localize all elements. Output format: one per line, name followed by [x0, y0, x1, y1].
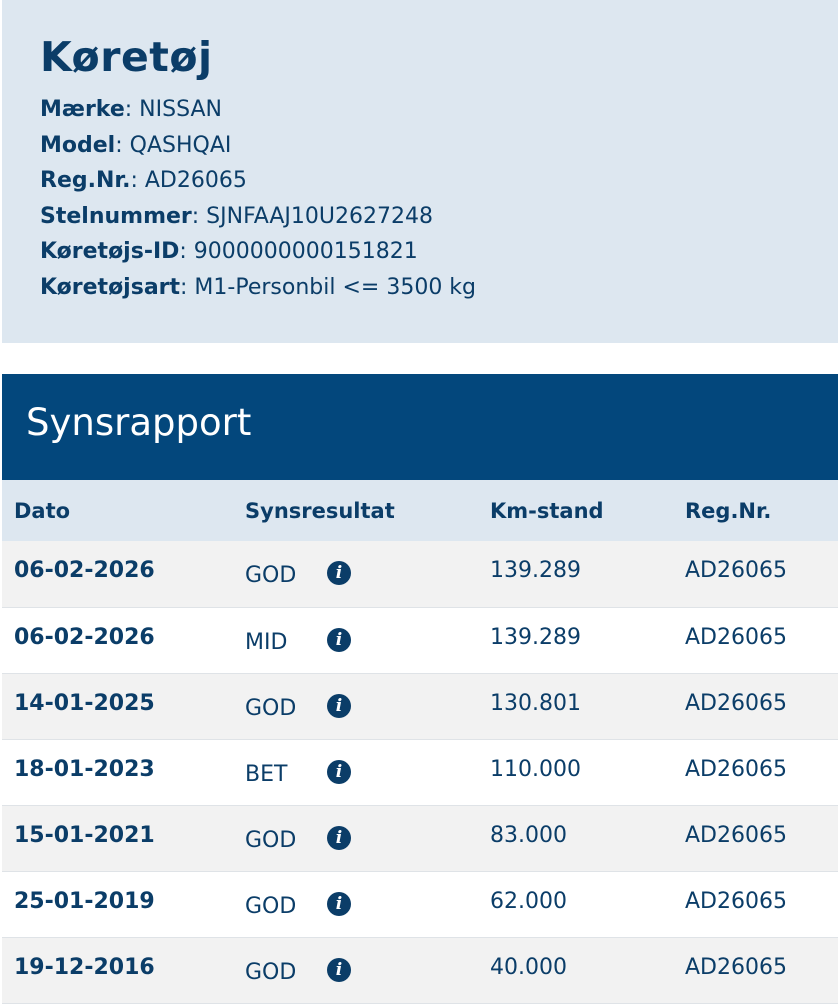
vehicle-make-label: Mærke [40, 97, 125, 122]
row-date: 14-01-2025 [14, 690, 155, 716]
vehicle-vin-row [40, 199, 838, 235]
vehicle-model-value: : QASHQAI [115, 132, 232, 158]
row-result: BET [245, 761, 288, 787]
row-date: 15-01-2021 [14, 822, 155, 848]
info-icon[interactable]: i [327, 628, 351, 652]
vehicle-regnr-value: : AD26065 [130, 168, 247, 193]
report-title: Synsrapport [26, 401, 252, 444]
row-result: GOD [245, 959, 297, 985]
vehicle-id-value: : 9000000000151821 [179, 239, 418, 264]
vehicle-type-row [40, 270, 838, 306]
row-regnr: AD26065 [685, 756, 787, 782]
row-result-cell [232, 541, 475, 607]
row-regnr: AD26065 [685, 558, 787, 584]
info-icon[interactable]: i [327, 561, 351, 585]
vehicle-model-label: Model [40, 132, 116, 158]
table-row [2, 541, 838, 607]
info-icon[interactable]: i [327, 892, 351, 916]
table-row [2, 871, 838, 937]
row-km: 40.000 [490, 954, 567, 980]
info-icon[interactable]: i [327, 958, 351, 982]
row-km: 83.000 [490, 822, 567, 848]
table-row [2, 607, 838, 673]
table-row [2, 739, 838, 805]
row-date: 06-02-2026 [14, 624, 155, 650]
vehicle-id-row [40, 234, 838, 270]
vehicle-title: Køretøj [40, 33, 213, 81]
vehicle-info-card [2, 0, 838, 343]
row-result: MID [245, 629, 288, 655]
inspection-report-table [2, 480, 838, 1004]
table-row [2, 673, 838, 739]
row-regnr: AD26065 [685, 888, 787, 914]
row-date: 18-01-2023 [14, 756, 155, 782]
row-result: GOD [245, 563, 297, 589]
row-date: 19-12-2016 [14, 954, 155, 980]
column-header-km: Km-stand [490, 498, 604, 523]
vehicle-make-row [40, 92, 838, 128]
row-result-cell [232, 739, 475, 805]
info-icon[interactable]: i [327, 694, 351, 718]
table-row [2, 937, 838, 1003]
row-result-cell [232, 673, 475, 739]
row-result-cell [232, 937, 475, 1003]
row-km: 110.000 [490, 756, 581, 782]
column-header-regnr: Reg.Nr. [685, 498, 772, 523]
vehicle-model-row [40, 128, 838, 164]
vehicle-type-label: Køretøjsart [40, 274, 181, 300]
table-row [2, 805, 838, 871]
column-header-date: Dato [14, 498, 71, 523]
row-date: 25-01-2019 [14, 888, 155, 914]
row-km: 139.289 [490, 624, 581, 650]
row-result: GOD [245, 695, 297, 721]
row-result-cell [232, 871, 475, 937]
row-result: GOD [245, 827, 297, 853]
row-result-cell [232, 805, 475, 871]
row-km: 139.289 [490, 558, 581, 584]
vehicle-vin-label: Stelnummer [40, 203, 192, 229]
row-date: 06-02-2026 [14, 558, 155, 584]
row-regnr: AD26065 [685, 822, 787, 848]
row-regnr: AD26065 [685, 690, 787, 716]
vehicle-make-value: : NISSAN [124, 97, 222, 122]
row-result: GOD [245, 893, 297, 919]
vehicle-vin-value: : SJNFAAJ10U2627248 [191, 203, 433, 229]
info-icon[interactable]: i [327, 760, 351, 784]
row-km: 62.000 [490, 888, 567, 914]
vehicle-type-value: : M1-Personbil <= 3500 kg [180, 274, 477, 300]
vehicle-regnr-label: Reg.Nr. [40, 168, 131, 193]
vehicle-regnr-row [40, 163, 838, 199]
row-result-cell [232, 607, 475, 673]
table-header-row [2, 480, 838, 541]
report-header [2, 374, 838, 480]
row-regnr: AD26065 [685, 624, 787, 650]
info-icon[interactable]: i [327, 826, 351, 850]
column-header-result: Synsresultat [245, 498, 395, 523]
vehicle-id-label: Køretøjs-ID [40, 239, 180, 264]
row-regnr: AD26065 [685, 954, 787, 980]
row-km: 130.801 [490, 690, 581, 716]
